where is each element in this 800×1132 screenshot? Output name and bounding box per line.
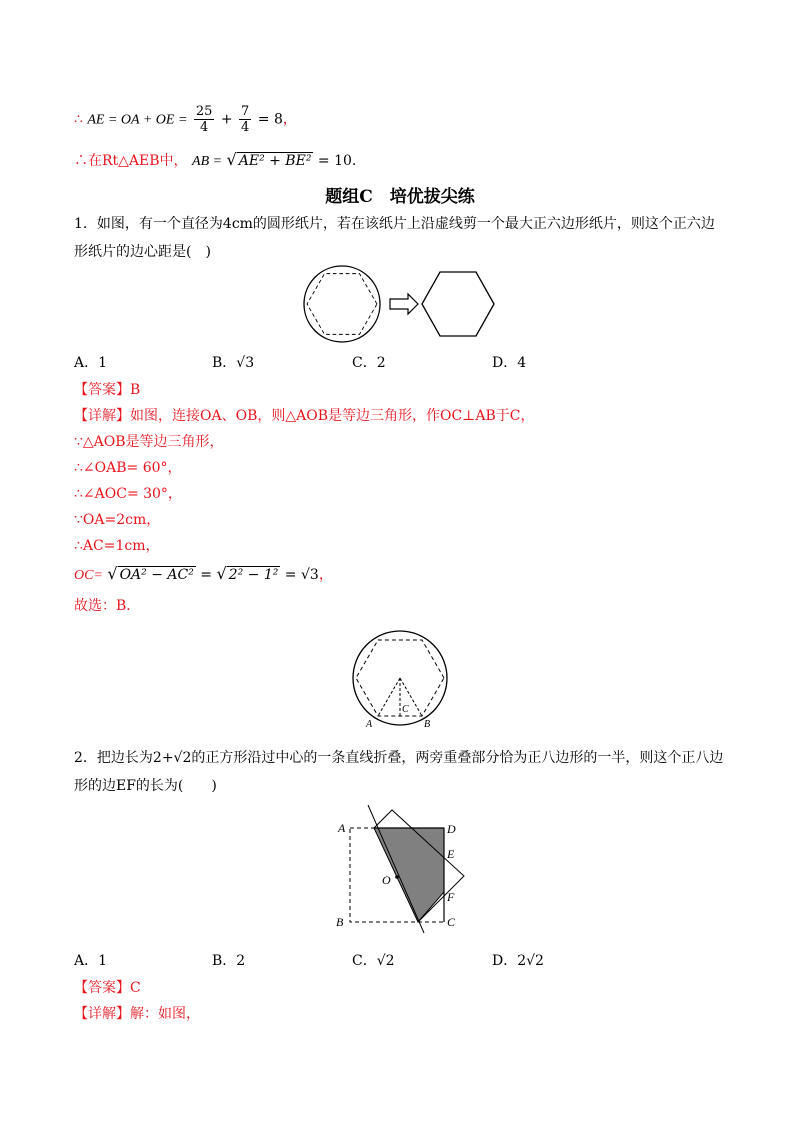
oc-label: OC= [74, 568, 103, 583]
q1-step-1: ∵△AOB是等边三角形， [74, 434, 224, 450]
label-b: B [424, 719, 431, 730]
q1-option-c[interactable]: C．2 [352, 355, 386, 371]
q1-option-d[interactable]: D．4 [492, 355, 527, 371]
q1-detail [74, 406, 534, 426]
q1-step-2: ∴∠OAB= 60°， [74, 460, 182, 476]
fraction-7-4: $\frac{7}{4}$ [241, 104, 250, 135]
q2-detail [74, 1004, 200, 1024]
comma: ， [282, 111, 297, 128]
label-e2: E [447, 847, 455, 861]
detail-label: 【详解】 [74, 408, 130, 424]
ab-label: AB = [192, 154, 223, 169]
q2-option-a[interactable]: A．1 [74, 953, 108, 969]
q2-line-1: 2．把边长为2+√2的正方形沿过中心的一条直线折叠，两旁重叠部分恰为正八边形的一半，则这个正八边 [74, 750, 724, 766]
q2-line-2: 形的边EF的长为( ) [74, 778, 217, 794]
detail-text: 如图，连接OA、OB，则△AOB是等边三角形，作OC⊥AB于C， [130, 408, 535, 424]
label-d2: D [447, 822, 456, 836]
prev-line-1 [74, 104, 297, 135]
label-f2: F [447, 890, 455, 904]
comma-2: ， [318, 567, 333, 583]
q1-circle [304, 266, 380, 342]
therefore-symbol: ∴ [74, 111, 83, 128]
q1-step-3: ∴∠AOC= 30°， [74, 486, 182, 502]
q2-option-d[interactable]: D．2√2 [492, 953, 544, 969]
sqrt-oa-ac: √ OA² − AC² [107, 564, 194, 583]
q2-option-b[interactable]: B．2 [212, 953, 246, 969]
q1-detail-figure [340, 628, 460, 732]
q1-step-4: ∵OA=2cm， [74, 512, 161, 528]
fraction-25-4: $\frac{25}{4}$ [195, 104, 213, 135]
q2-option-c[interactable]: C．√2 [352, 953, 395, 969]
equals-10: = 10 [317, 153, 352, 169]
q2-detail-label: 【详解】 [74, 1006, 130, 1022]
q1-dashed-hexagon [307, 274, 377, 335]
center-point [395, 875, 399, 879]
q2-answer: 【答案】C [74, 980, 141, 996]
oa-line [378, 678, 400, 716]
q1-step-5: ∴AC=1cm， [74, 538, 160, 554]
q2-detail-text: 解：如图， [130, 1006, 200, 1022]
q1-conclusion: 故选：B． [74, 598, 141, 614]
q1-figure [300, 264, 500, 344]
arrow-icon [390, 294, 418, 314]
equals-8: = 8 [257, 111, 283, 128]
q1-hexagon [422, 272, 494, 336]
q1-oc-formula [74, 564, 333, 586]
period: . [351, 153, 357, 169]
ae-expression: AE = OA + OE = [87, 112, 188, 128]
label-c: C [402, 704, 409, 715]
label-a: A [366, 719, 373, 730]
label-o2: O [382, 873, 391, 887]
equals: = [200, 567, 213, 583]
equals-sqrt3: = √3 [284, 567, 319, 583]
label-b2: B [336, 915, 344, 929]
plus-sign: + [220, 111, 233, 128]
q1-option-a[interactable]: A．1 [74, 355, 108, 371]
q1-answer: 【答案】B [74, 382, 141, 398]
q1-option-b[interactable]: B．√3 [212, 355, 255, 371]
section-title: 题组C 培优拔尖练 [325, 187, 475, 207]
prev-line-2 [74, 150, 356, 172]
label-c2: C [447, 915, 456, 929]
q1-line-1: 1．如图，有一个直径为4cm的圆形纸片，若在该纸片上沿虚线剪一个最大正六边形纸片，则这个正六边 [74, 216, 715, 232]
sqrt-ae-be: √ AE² + BE² [226, 150, 312, 169]
sqrt-2-1: √ 2² − 1² [216, 564, 279, 583]
q1-line-2: 形纸片的边心距是( ) [74, 244, 211, 260]
rt-triangle-text: ∴在Rt△AEB中， [74, 153, 188, 169]
label-a2: A [338, 821, 346, 835]
q2-figure [330, 800, 480, 940]
